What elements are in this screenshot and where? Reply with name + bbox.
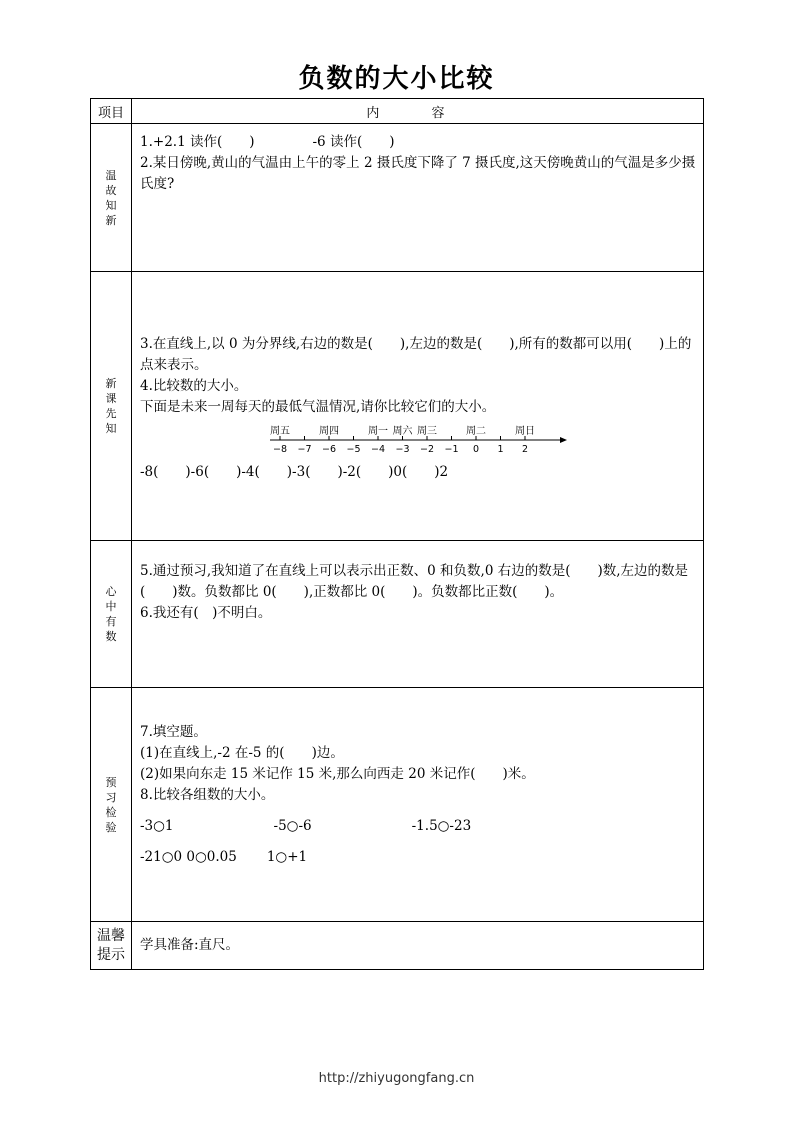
tick-label: −7 xyxy=(297,444,312,455)
compare-5: 0○0.05 xyxy=(186,849,237,865)
compare-1: -3○1 xyxy=(140,818,174,834)
q7-1: (1)在直线上,-2 在-5 的( )边。 xyxy=(140,745,344,761)
section-check xyxy=(91,688,704,922)
day-label: 周三 xyxy=(417,426,437,437)
day-label: 周二 xyxy=(466,426,486,437)
content-table xyxy=(90,98,704,970)
q1b: -6 读作( ) xyxy=(312,134,395,150)
compare-4: -21○0 xyxy=(140,849,183,865)
day-label: 周日 xyxy=(515,426,535,437)
q2: 2.某日傍晚,黄山的气温由上午的零上 2 摄氏度下降了 7 摄氏度,这天傍晚黄山的气温是多少摄氏度? xyxy=(140,155,696,192)
section-body xyxy=(132,922,704,970)
q1a: 1.+2.1 读作( ) xyxy=(140,134,255,150)
q8: 8.比较各组数的大小。 xyxy=(140,787,275,803)
section-summary xyxy=(91,541,704,688)
day-label: 周四 xyxy=(319,426,339,437)
tick-label: 2 xyxy=(521,444,529,455)
header-row xyxy=(91,99,704,124)
header-item: 项目 xyxy=(91,99,132,124)
tick-label: −2 xyxy=(419,444,435,455)
tick-label: −1 xyxy=(444,444,459,455)
compare-3: -1.5○-23 xyxy=(411,818,472,834)
q3: 3.在直线上,以 0 为分界线,右边的数是( ),左边的数是( ),所有的数都可以用( )上的点来表示。 xyxy=(140,336,692,373)
tick-label: −4 xyxy=(370,444,386,455)
tick-label: 1 xyxy=(497,444,504,455)
tick-label: −5 xyxy=(346,444,361,455)
q4-compare: -8( )-6( )-4( )-3( )-2( )0( )2 xyxy=(140,464,449,480)
tick-label: 0 xyxy=(472,444,480,455)
day-label: 周六 xyxy=(392,426,413,437)
day-label: 周五 xyxy=(270,426,290,437)
q7-2: (2)如果向东走 15 米记作 15 米,那么向西走 20 米记作( )米。 xyxy=(140,766,535,782)
tick-label: −3 xyxy=(395,444,410,455)
section-label: 温馨 提示 xyxy=(91,922,132,970)
q7: 7.填空题。 xyxy=(140,724,207,740)
q6: 6.我还有( )不明白。 xyxy=(140,605,272,621)
section-body xyxy=(132,688,704,922)
footer-url: http://zhiyugongfang.cn xyxy=(318,1071,475,1086)
tick-label: −8 xyxy=(272,444,288,455)
tick-label: −6 xyxy=(321,444,337,455)
tip-text: 学具准备:直尺。 xyxy=(140,937,240,953)
page-title: 负数的大小比较 xyxy=(298,64,495,94)
q5: 5.通过预习,我知道了在直线上可以表示出正数、0 和负数,0 右边的数是( )数,左边的数是( )数。负数都比 0( ),正数都比 0( )。负数都比正数( )。 xyxy=(140,563,689,600)
number-line xyxy=(270,422,570,456)
section-body xyxy=(132,124,704,272)
section-tip xyxy=(91,922,704,970)
section-body xyxy=(132,272,704,541)
q4-desc: 下面是未来一周每天的最低气温情况,请你比较它们的大小。 xyxy=(140,399,496,415)
compare-2: -5○-6 xyxy=(273,818,312,834)
section-preview xyxy=(91,272,704,541)
header-content: 内 容 xyxy=(132,99,704,124)
section-label: 预 习 检 验 xyxy=(91,688,132,922)
section-review xyxy=(91,124,704,272)
compare-6: 1○+1 xyxy=(266,849,308,865)
section-label: 新 课 先 知 xyxy=(91,272,132,541)
day-label: 周一 xyxy=(368,426,388,437)
q4: 4.比较数的大小。 xyxy=(140,378,248,394)
section-label: 心 中 有 数 xyxy=(91,541,132,688)
section-body xyxy=(132,541,704,688)
section-label: 温 故 知 新 xyxy=(91,124,132,272)
axis-arrow xyxy=(560,437,567,443)
